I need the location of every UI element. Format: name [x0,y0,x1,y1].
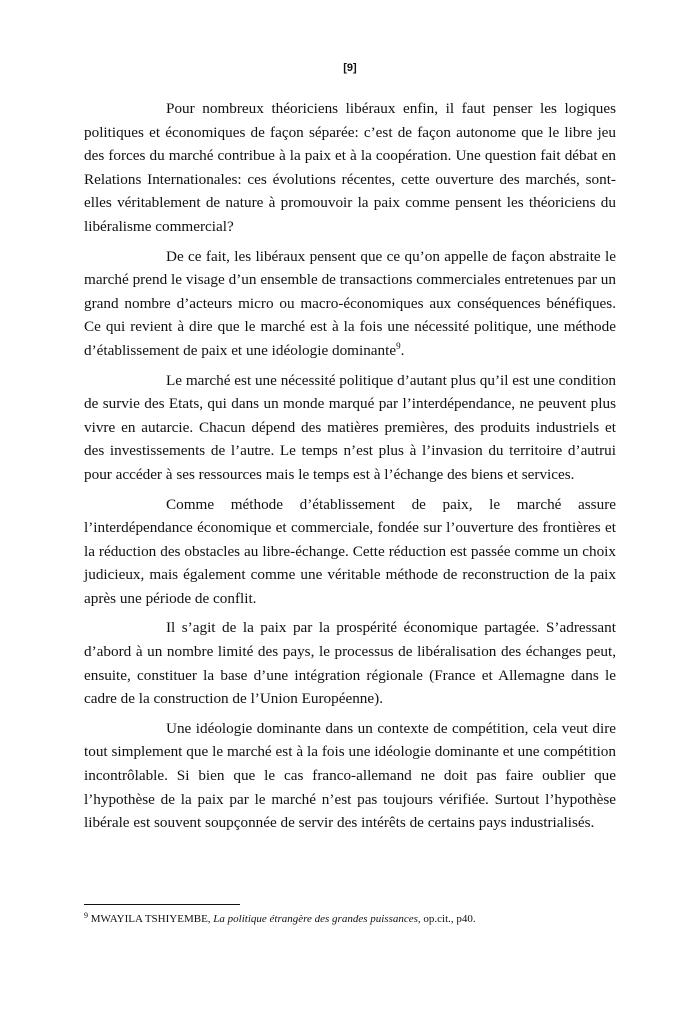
paragraph-2-end: . [400,341,405,359]
footnote-separator [84,904,240,905]
paragraph-2 [84,245,616,363]
footnote-author: MWAYILA TSHIYEMBE, [90,913,211,925]
footnote-suffix: , op.cit., p40. [417,913,476,925]
footnote-reference[interactable]: 9 [396,340,401,351]
page-number: [9] [343,62,357,74]
footnote [84,912,616,926]
paragraph-6: Une idéologie dominante dans un contexte de compétition, cela veut dire tout simplement que le marché est à la fois une idéologie dominante et une compétition incontrôlable. Si bien que le cas franco-allemand ne doit pas faire oublier que l’hypothèse de la paix par le marché n’est pas toujours vérifiée. Surtout l’hypothèse libérale est souvent soupçonnée de servir des intérêts de certains pays industrialisés. [84,719,616,832]
paragraph-5: Il s’agit de la paix par la prospérité économique partagée. S’adressant d’abord à un nombre limité des pays, le processus de libéralisation des échanges peut, ensuite, constituer la base d’une intégration régionale (France et Allemagne dans le cadre de la construction de l’Union Européenne). [84,619,616,708]
paragraph-2-text: De ce fait, les libéraux pensent que ce qu’on appelle de façon abstraite le marché prend le visage d’un ensemble de transactions commerciales entretenues par un grand nombre d’acteurs micro ou macro-économiques aux conséquences bénéfiques. Ce qui revient à dire que le marché est à la fois une nécessité politique, une méthode d’établissement de paix et une idéologie dominante [84,247,616,359]
paragraph-3: Le marché est une nécessité politique d’autant plus qu’il est une condition de survie des Etats, qui dans un monde marqué par l’interdépendance, ne peuvent plus vivre en autarcie. Chacun dépend des matières premières, des produits industriels et des investissements de l’autre. Le temps n’est plus à l’invasion du territoire d’autrui pour accéder à ses ressources mais le temps est à l’échange des biens et services. [84,371,617,483]
paragraph-1: Pour nombreux théoriciens libéraux enfin, il faut penser les logiques politiques et économiques de façon séparée: c’est de façon autonome que le libre jeu des forces du marché contribue à la paix et à la coopération. Une question fait débat en Relations Internationales: ces évolutions récentes, cette ouverture des marchés, sont-elles véritablement de nature à promouvoir la paix comme pensent les théoriciens du libéralisme commercial? [84,100,616,235]
footnote-marker: 9 [84,911,88,920]
body-text [84,97,616,841]
footnote-title: La politique étrangère des grandes puissances [213,913,418,925]
paragraph-4: Comme méthode d’établissement de paix, le marché assure l’interdépendance économique et commerciale, fondée sur l’ouverture des frontières et la réduction des obstacles au libre-échange. Cette réduction est passée comme un choix judicieux, mais également comme une véritable méthode de reconstruction de la paix après une période de conflit. [84,495,616,607]
